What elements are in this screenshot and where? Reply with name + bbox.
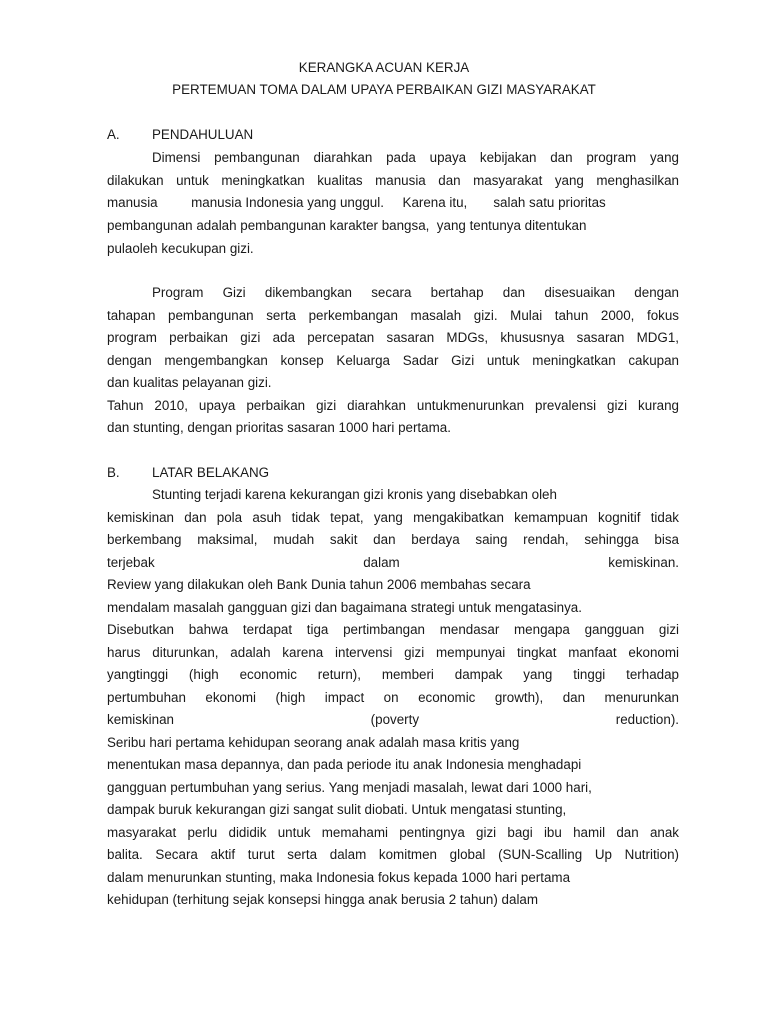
paragraph-line: manusia manusia Indonesia yang unggul. Karena itu, salah satu prioritas xyxy=(107,195,606,210)
paragraph-line: kemiskinan dan pola asuh tidak tepat, yang mengakibatkan kemampuan kognitif tidak xyxy=(107,510,679,525)
paragraph-line: program perbaikan gizi ada percepatan sasaran MDGs, khususnya sasaran MDG1, xyxy=(107,330,679,345)
paragraph-line: dan kualitas pelayanan gizi. xyxy=(107,375,272,390)
paragraph-line: dalam menurunkan stunting, maka Indonesia fokus kepada 1000 hari pertama xyxy=(107,870,571,885)
paragraph-line: pembangunan adalah pembangunan karakter bangsa, yang tentunya ditentukan xyxy=(107,218,587,233)
paragraph-line: dan stunting, dengan prioritas sasaran 1000 hari pertama. xyxy=(107,420,451,435)
section-a-number: A. xyxy=(107,127,120,142)
paragraph-line: tahapan pembangunan serta perkembangan masalah gizi. Mulai tahun 2000, fokus xyxy=(107,308,679,323)
paragraph-line: balita. Secara aktif turut serta dalam komitmen global (SUN-Scalling Up Nutrition) xyxy=(107,847,679,862)
paragraph-line: harus diturunkan, adalah karena intervensi gizi mempunyai tingkat manfaat ekonomi xyxy=(107,645,679,660)
paragraph-line: pertumbuhan ekonomi (high impact on economic growth), dan menurunkan xyxy=(107,690,679,705)
paragraph-line: gangguan pertumbuhan yang serius. Yang menjadi masalah, lewat dari 1000 hari, xyxy=(107,780,592,795)
paragraph-line: Program Gizi dikembangkan secara bertahap dan disesuaikan dengan xyxy=(152,285,679,300)
section-b-number: B. xyxy=(107,465,120,480)
paragraph-line: Seribu hari pertama kehidupan seorang anak adalah masa kritis yang xyxy=(107,735,520,750)
paragraph-line: Disebutkan bahwa terdapat tiga pertimbangan mendasar mengapa gangguan gizi xyxy=(107,622,679,637)
paragraph-line: dengan mengembangkan konsep Keluarga Sadar Gizi untuk meningkatkan cakupan xyxy=(107,353,679,368)
paragraph-line: kehidupan (terhitung sejak konsepsi hingga anak berusia 2 tahun) dalam xyxy=(107,892,539,907)
paragraph-line: dampak buruk kekurangan gizi sangat sulit diobati. Untuk mengatasi stunting, xyxy=(107,802,567,817)
paragraph-line: Tahun 2010, upaya perbaikan gizi diarahkan untukmenurunkan prevalensi gizi kurang xyxy=(107,398,679,413)
paragraph-line: Dimensi pembangunan diarahkan pada upaya kebijakan dan program yang xyxy=(152,150,679,165)
paragraph-line: pulaoleh kecukupan gizi. xyxy=(107,241,254,256)
section-b-heading xyxy=(107,464,679,482)
section-b-title: LATAR BELAKANG xyxy=(152,465,270,480)
section-a-title: PENDAHULUAN xyxy=(152,127,254,142)
paragraph-line: yangtinggi (high economic return), memberi dampak yang tinggi terhadap xyxy=(107,667,679,682)
paragraph-line: dilakukan untuk meningkatkan kualitas manusia dan masyarakat yang menghasilkan xyxy=(107,173,679,188)
document-subtitle: PERTEMUAN TOMA DALAM UPAYA PERBAIKAN GIZI MASYARAKAT xyxy=(172,82,596,97)
paragraph-line: terjebak dalam kemiskinan. xyxy=(107,555,679,570)
paragraph-line: kemiskinan (poverty reduction). xyxy=(107,712,679,727)
paragraph-line: Stunting terjadi karena kekurangan gizi kronis yang disebabkan oleh xyxy=(152,487,557,502)
paragraph-line: Review yang dilakukan oleh Bank Dunia tahun 2006 membahas secara xyxy=(107,577,531,592)
paragraph-line: berkembang maksimal, mudah sakit dan berdaya saing rendah, sehingga bisa xyxy=(107,532,679,547)
document-title: KERANGKA ACUAN KERJA xyxy=(298,60,470,75)
paragraph-line: masyarakat perlu dididik untuk memahami pentingnya gizi bagi ibu hamil dan anak xyxy=(107,825,679,840)
paragraph-line: mendalam masalah gangguan gizi dan bagaimana strategi untuk mengatasinya. xyxy=(107,600,582,615)
section-a-heading xyxy=(107,126,679,144)
paragraph-line: menentukan masa depannya, dan pada periode itu anak Indonesia menghadapi xyxy=(107,757,582,772)
